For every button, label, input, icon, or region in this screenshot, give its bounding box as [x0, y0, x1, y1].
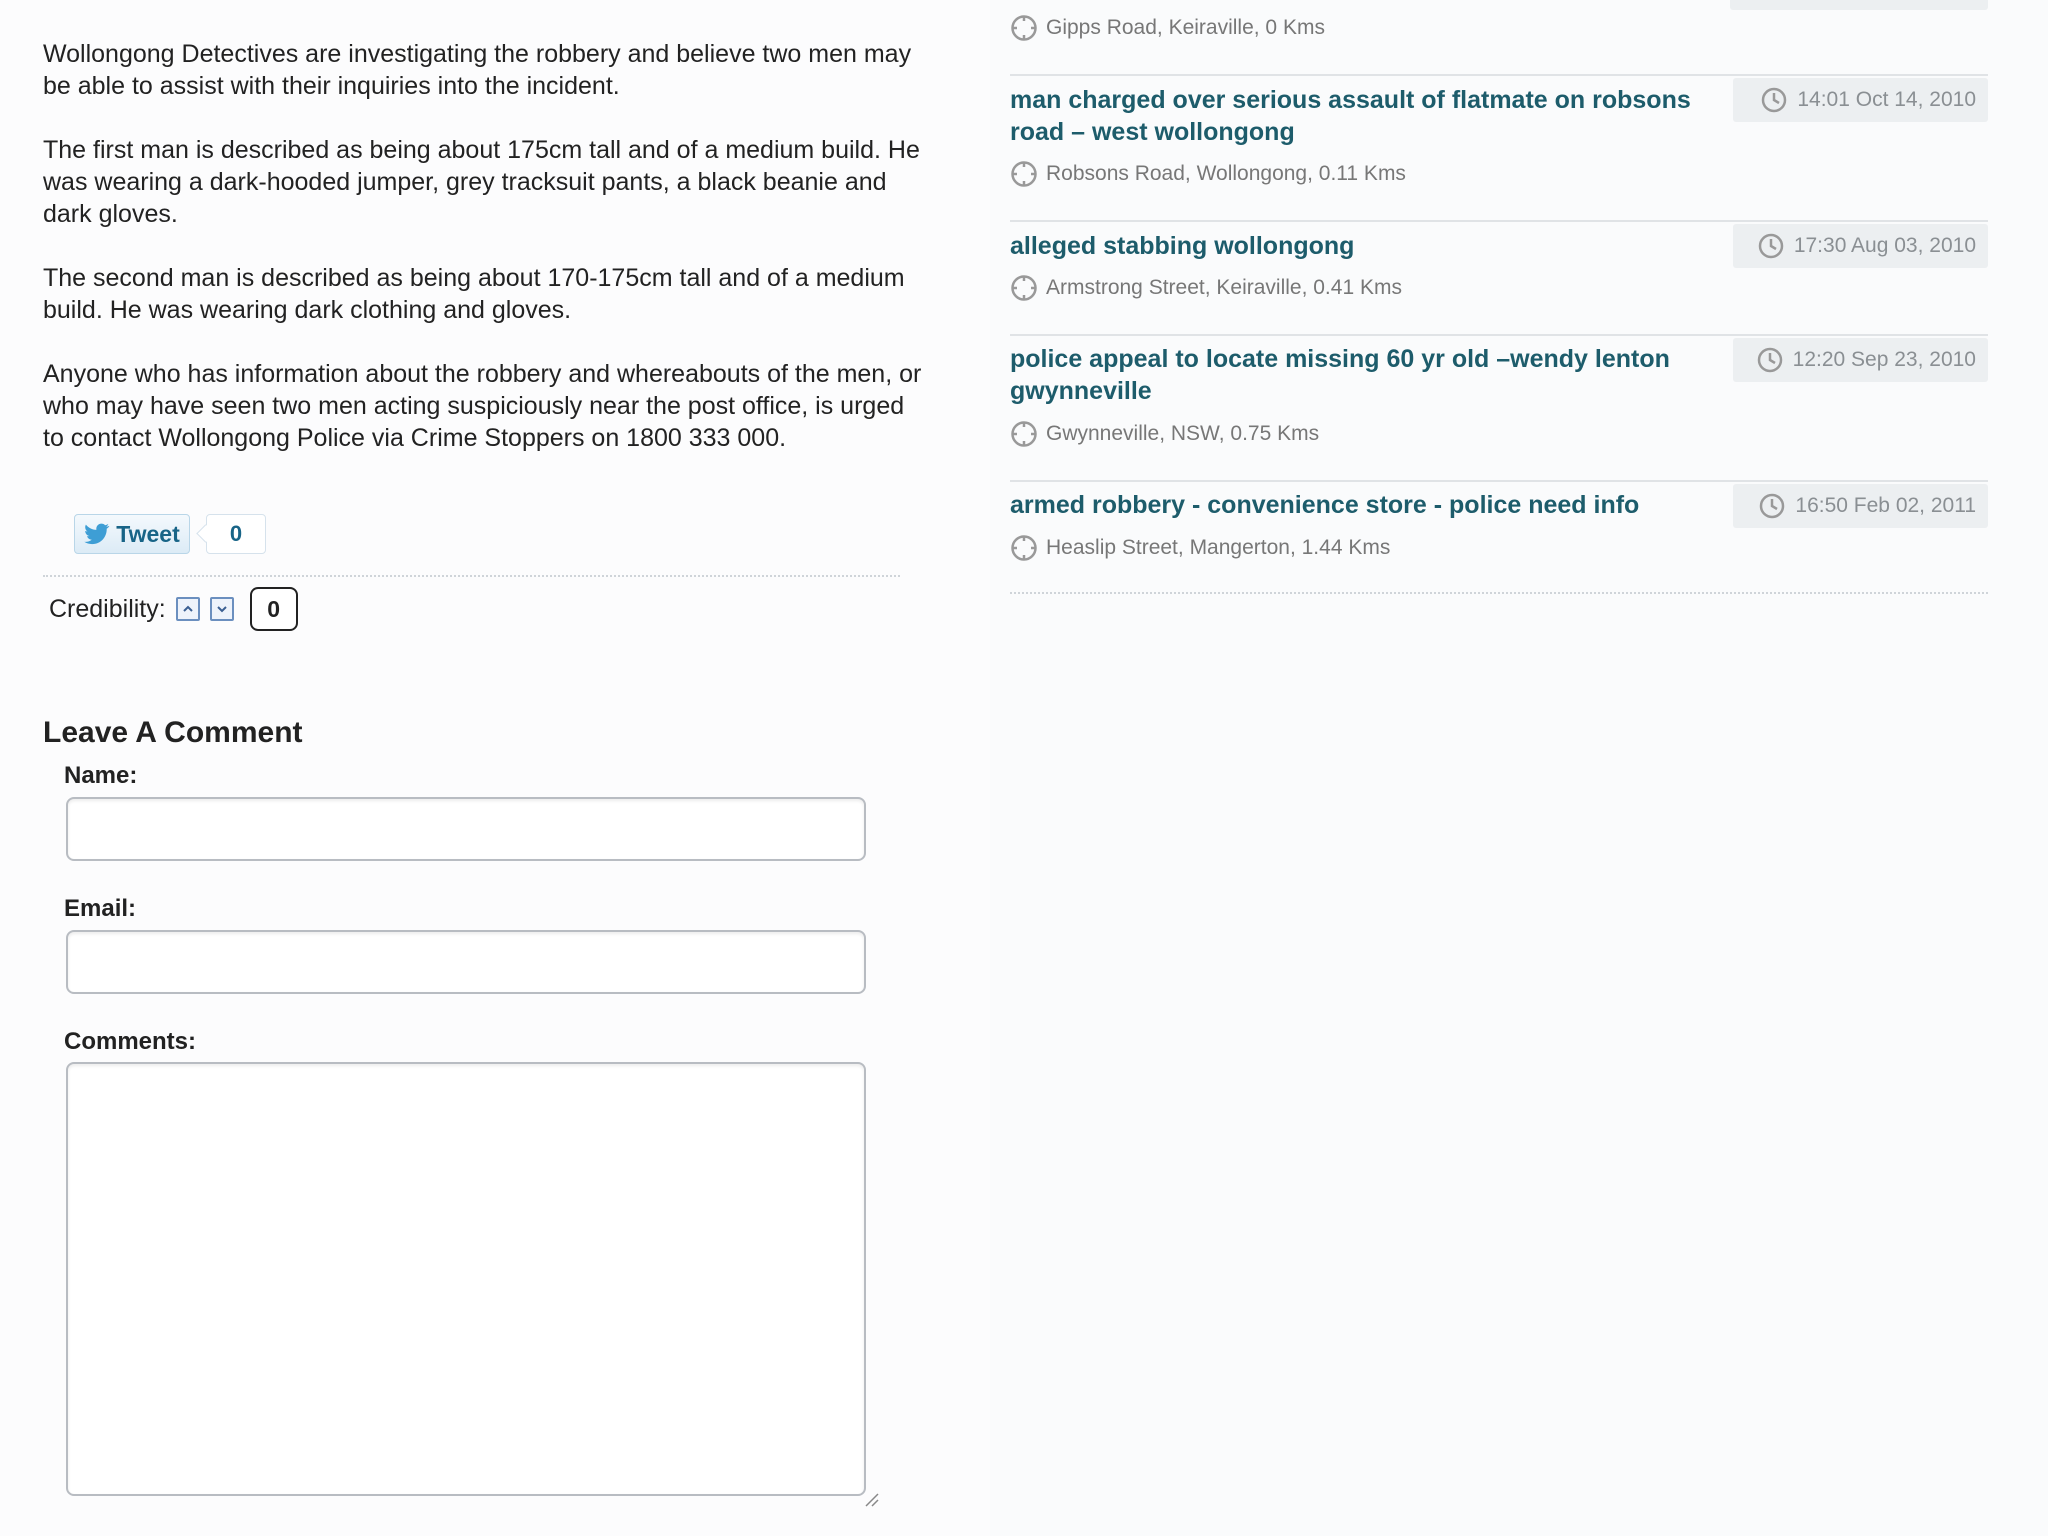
- divider: [1010, 592, 1988, 594]
- comments-label: Comments:: [64, 1028, 197, 1055]
- article-paragraph: Anyone who has information about the robbery and whereabouts of the men, or who may have seen two men acting suspiciously near the post office, is urged to contact Wollongong Police via Crime Stoppers on 1800 333 000.: [43, 360, 922, 452]
- clock-icon: [1761, 87, 1787, 113]
- location-target-icon: [1010, 420, 1038, 448]
- vote-down-button[interactable]: [210, 597, 234, 621]
- incident-title-link[interactable]: alleged stabbing wollongong: [1010, 232, 1355, 260]
- resize-grip-icon[interactable]: [862, 1490, 880, 1508]
- credibility-count: 0: [250, 587, 298, 631]
- incident-location-text: Heaslip Street, Mangerton, 1.44 Kms: [1046, 536, 1391, 559]
- incident-time: [1733, 484, 1988, 528]
- tweet-label: Tweet: [116, 520, 180, 547]
- vote-up-button[interactable]: [176, 597, 200, 621]
- tweet-button[interactable]: [74, 514, 190, 554]
- clock-icon: [1757, 347, 1783, 373]
- incident-title-link[interactable]: armed robbery - convenience store - police need info: [1010, 491, 1640, 519]
- incident-time-text: 17:30 Aug 03, 2010: [1793, 234, 1976, 257]
- comment-form-title: Leave A Comment: [43, 716, 303, 749]
- tweet-count: 0: [206, 514, 266, 554]
- article-column: [0, 0, 990, 1536]
- email-label: Email:: [64, 895, 137, 922]
- incident-location: [1010, 14, 1325, 42]
- name-label: Name:: [64, 762, 138, 789]
- incident-time: [1733, 224, 1988, 268]
- incident-location-text: Armstrong Street, Keiraville, 0.41 Kms: [1046, 276, 1402, 299]
- divider: [1010, 480, 1988, 482]
- time-chip: [1730, 0, 1988, 10]
- location-target-icon: [1010, 14, 1038, 42]
- incident-time: [1733, 338, 1988, 382]
- incident-time-text: 12:20 Sep 23, 2010: [1792, 348, 1976, 371]
- incident-title-link[interactable]: man charged over serious assault of flatmate on robsons road – west wollongong: [1010, 86, 1691, 146]
- incident-location: [1010, 420, 1319, 448]
- article-paragraph: The second man is described as being about 170-175cm tall and of a medium build. He was wearing dark clothing and gloves.: [43, 264, 905, 324]
- divider: [1010, 74, 1988, 76]
- location-target-icon: [1010, 534, 1038, 562]
- tweet-widget: [74, 513, 266, 555]
- twitter-bird-icon: [84, 523, 110, 545]
- clock-icon: [1759, 493, 1785, 519]
- incident-time: [1733, 78, 1988, 122]
- divider: [43, 575, 900, 577]
- incident-location-text: Robsons Road, Wollongong, 0.11 Kms: [1046, 162, 1406, 185]
- incident-location: [1010, 160, 1406, 188]
- incident-location-text: Gipps Road, Keiraville, 0 Kms: [1046, 16, 1325, 39]
- email-input[interactable]: [66, 930, 866, 994]
- incident-time-text: 16:50 Feb 02, 2011: [1795, 494, 1976, 517]
- incident-time-text: 14:01 Oct 14, 2010: [1797, 88, 1976, 111]
- chevron-down-icon: [215, 602, 229, 616]
- clock-icon: [1758, 233, 1784, 259]
- name-input[interactable]: [66, 797, 866, 861]
- incident-location: [1010, 274, 1402, 302]
- incident-location: [1010, 534, 1390, 562]
- incident-title-link[interactable]: police appeal to locate missing 60 yr old –wendy lenton gwynneville: [1010, 345, 1670, 405]
- incident-location-text: Gwynneville, NSW, 0.75 Kms: [1046, 422, 1320, 445]
- comments-textarea[interactable]: [66, 1062, 866, 1496]
- chevron-up-icon: [181, 602, 195, 616]
- credibility-widget: [49, 585, 298, 633]
- credibility-label: Credibility:: [49, 594, 166, 623]
- article-paragraph: Wollongong Detectives are investigating the robbery and believe two men may be able to assist with their inquiries into the incident.: [43, 40, 912, 100]
- article-paragraph: The first man is described as being about 175cm tall and of a medium build. He was wearing a dark-hooded jumper, grey tracksuit pants, a black beanie and dark gloves.: [43, 136, 920, 228]
- location-target-icon: [1010, 160, 1038, 188]
- divider: [1010, 334, 1988, 336]
- divider: [1010, 220, 1988, 222]
- location-target-icon: [1010, 274, 1038, 302]
